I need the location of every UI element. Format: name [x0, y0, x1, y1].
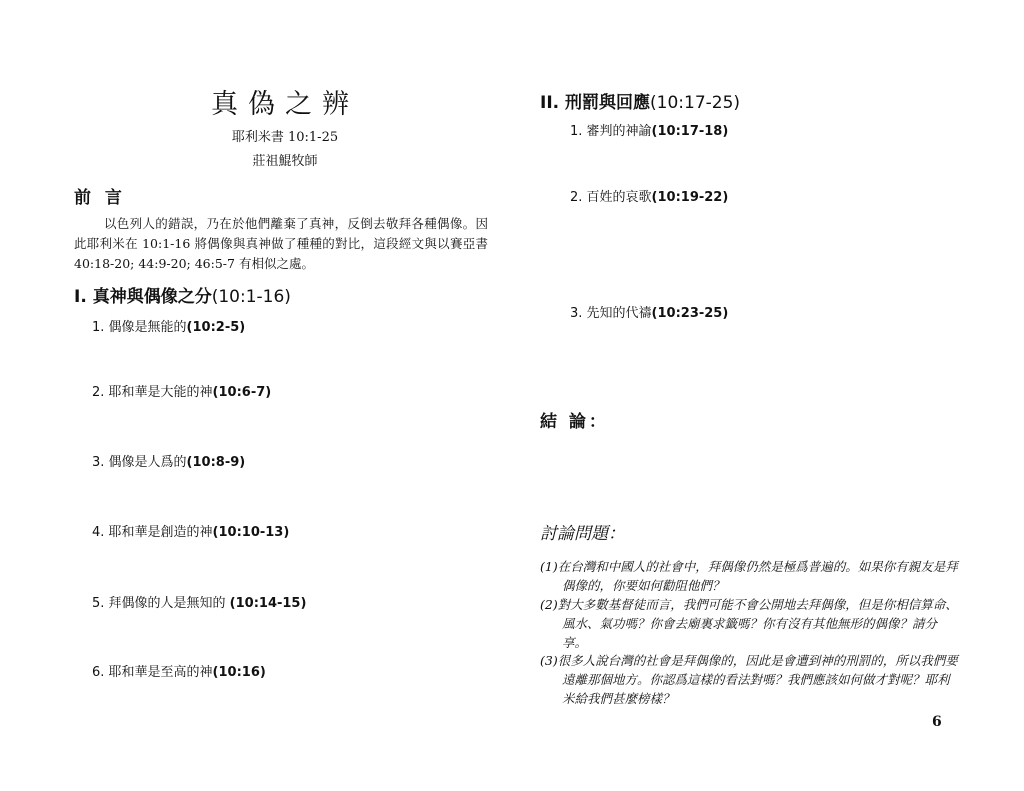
scripture-reference: 耶利米書 10:1-25 — [231, 130, 339, 145]
section-1-item — [92, 592, 306, 611]
section-1-ref: (10:1-16) — [211, 287, 291, 307]
section-1-heading — [74, 282, 291, 307]
item-label: 3. 偶像是人爲的 — [92, 455, 187, 470]
discussion-heading: 討論問題： — [540, 524, 625, 544]
item-ref: (10:17-18) — [651, 124, 729, 139]
item-label: 5. 拜偶像的人是無知的 — [92, 596, 230, 611]
item-ref: (10:16) — [212, 665, 266, 680]
item-ref: (10:8-9) — [186, 455, 246, 470]
intro-paragraph: 以色列人的錯誤，乃在於他們離棄了真神，反倒去敬拜各種偶像。因此耶利米在 10:1-16 將偶像與真神做了種種的對比，這段經文與以賽亞書 40:18-20; 44:9-20; 46:5-7 有相似之處。 — [74, 216, 488, 271]
section-1-item — [92, 451, 245, 470]
intro-heading: 前 言 — [74, 188, 126, 208]
discussion-question: (1)在台灣和中國人的社會中，拜偶像仍然是極爲普遍的。如果你有親友是拜偶像的，你要如何勸阻他們？ — [540, 559, 958, 593]
section-1-item — [92, 316, 245, 335]
page-number: 6 — [932, 714, 942, 730]
item-label: 6. 耶和華是至高的神 — [92, 665, 213, 680]
item-ref: (10:23-25) — [651, 306, 729, 321]
section-1-title: I. 真神與偶像之分 — [74, 287, 212, 307]
item-ref: (10:14-15) — [229, 596, 307, 611]
discussion-question: (2)對大多數基督徒而言，我們可能不會公開地去拜偶像，但是你相信算命、風水、氣功嗎？你會去廟裏求籤嗎？你有沒有其他無形的偶像？請分享。 — [540, 597, 958, 650]
item-ref: (10:19-22) — [651, 190, 729, 205]
item-label: 2. 耶和華是大能的神 — [92, 385, 213, 400]
author-name: 莊祖鯤牧師 — [252, 154, 318, 169]
section-1-item — [92, 381, 271, 400]
page-title: 真偽之辨 — [211, 89, 359, 120]
section-1-item — [92, 661, 266, 680]
section-2-item — [570, 302, 728, 321]
item-ref: (10:10-13) — [212, 525, 290, 540]
item-ref: (10:2-5) — [186, 320, 246, 335]
item-label: 1. 審判的神諭 — [570, 124, 652, 139]
section-2-heading — [540, 88, 740, 113]
item-label: 1. 偶像是無能的 — [92, 320, 187, 335]
section-2-title: II. 刑罰與回應 — [540, 93, 651, 113]
item-label: 4. 耶和華是創造的神 — [92, 525, 213, 540]
section-2-item — [570, 186, 728, 205]
discussion-question: (3)很多人說台灣的社會是拜偶像的，因此是會遭到神的刑罰的，所以我們要遠離那個地方。你認爲這樣的看法對嗎？我們應該如何做才對呢？耶利米給我們甚麼榜樣？ — [540, 653, 958, 706]
conclusion-heading: 結 論： — [540, 412, 609, 432]
item-ref: (10:6-7) — [212, 385, 272, 400]
item-label: 3. 先知的代禱 — [570, 306, 652, 321]
section-2-ref: (10:17-25) — [650, 93, 741, 113]
section-1-item — [92, 521, 289, 540]
section-2-item — [570, 120, 728, 139]
item-label: 2. 百姓的哀歌 — [570, 190, 652, 205]
